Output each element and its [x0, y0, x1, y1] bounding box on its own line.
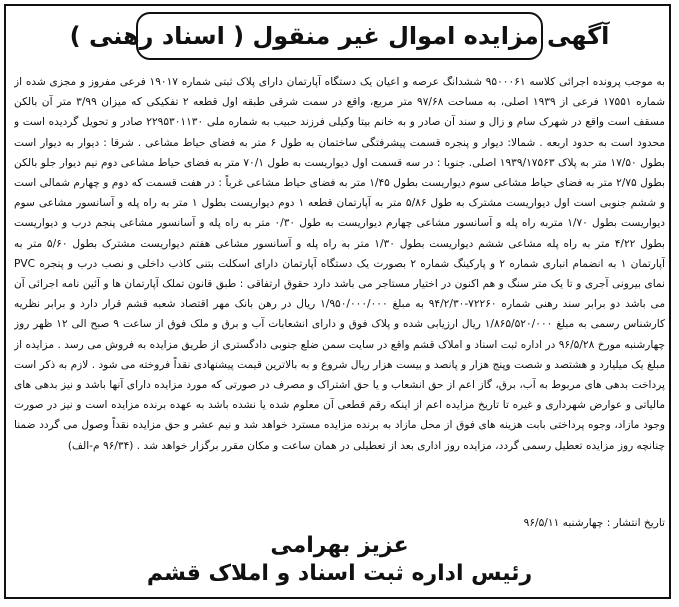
- notice-body: [14, 72, 665, 516]
- notice-title: آگهی مزایده اموال غیر منقول ( اسناد رهنی ): [69, 22, 610, 50]
- notice-body-paragraph: به موجب پرونده اجرائی کلاسه ۹۵۰۰۰۶۱ ششدانگ عرصه و اعیان یک دستگاه آپارتمان دارای پلاک ثبتی شماره ۱۹۰۱۷ فرعی مفروز و مجزی شده از شماره ۱۷۵۵۱ فرعی از ۱۹۳۹ اصلی، به مساحت ۹۷/۶۸ متر مربع، واقع در سمت شرقی طبقه اول قطعه ۲ تفکیکی که میزان ۳/۹۹ متر آن بالکن مسقف است واقع در شهرک سام و زال و سند آن صادر و به خانم بیتا وکیلی فرزند حبیب به شماره ملی ۲۲۹۵۳۰۱۱۳۰ صادر و تحویل گردیده است و محدود است به حدود اربعه . شمالا: دیوار و پنجره قسمت پیشرفتگی ساختمان به طول ۶ متر به فضای حیاط مشاعی . شرقا : دیوار به دیوار است بطول ۱۷/۵۰ متر به پلاک ۱۹۳۹/۱۷۵۶۳ اصلی. جنوبا : در سه قسمت اول دیواریست به طول ۷۰/۱ متر به فضای حیاط مشاعی دوم نیم دیوار جلو بالکن بطول ۲/۷۵ متر به فضای حیاط مشاعی سوم دیواریست بطول ۱/۴۵ متر به فضای حیاط مشاعی غرباً : در هفت قسمت که دوم و چهارم شمالی است و ششم جنوبی است اول دیواریست مشترک به طول ۵/۸۶ متر به آپارتمان قطعه ۱ دوم دیواریست بطول ۱ متر به راه پله و آسانسور مشاعی سوم دیواریست بطول ۱/۷۰ متربه راه پله و آسانسور مشاعی چهارم دیواریست به طول ۰/۳۰ متر به راه پله و آسانسور مشاعی پنجم درب و دیواریست بطول ۴/۲۲ متر به راه پله مشاعی ششم دیواریست بطول ۱/۳۰ متر به راه پله و آسانسور مشاعی هفتم دیواریست مشترک بطول ۵/۶۰ متر به آپارتمان ۱ به انضمام انباری شماره ۲ و پارکینگ شماره ۲ بصورت یک دستگاه آپارتمان دارای اسکلت بتنی کاذب داخلی و نصب درب و پنجره PVC نمای بیرونی آجری و تا یک متر سنگ و هم اکنون در اختیار مستاجر می باشد دارد حقوق ارتفاقی : طبق قانون تملک آپارتمان ها و آئین نامه اجرائی آن می باشد دو برابر سند رهنی شماره ۷۲۲۶۰-۹۴/۲/۳۰ به مبلغ ۱/۹۵۰/۰۰۰/۰۰۰ ریال در رهن بانک مهر اقتصاد شعبه قشم قرار دارد و برابر نظریه کارشناس رسمی به مبلغ ۱/۸۶۵/۵۲۰/۰۰۰ ریال ارزیابی شده و پلاک فوق و دارای انشعابات آب و برق و ملک فوق از ساعت ۹ صبح الی ۱۲ ظهر روز چهارشنبه مورخ ۹۶/۵/۲۸ در اداره ثبت اسناد و املاک قشم واقع در سایت سمن ضلع جنوبی دادگستری از طریق مزایده به فروش می رسد . مزایده از مبلغ یک میلیارد و هشتصد و شصت وپنج هزار و پانصد و بیست هزار ریال شروع و به بالاترین قیمت پیشنهادی نقداً فروخته می شود . لازم به ذکر است پرداخت بدهی های مربوط به آب، برق، گاز اعم از حق انشعاب و یا حق اشتراک و مصرف در صورتی که مورد مزایده دارای آنها باشد و نیز بدهی های مالیاتی و عوارض شهرداری و غیره تا تاریخ مزایده اعم از اینکه رقم قطعی آن معلوم شده یا نشده باشد به عهده برنده مزایده است و نیز در صورت وجود مازاد، وجوه پرداختی بابت هزینه های فوق از محل مازاد به برنده مزایده مسترد خواهد شد و نیم عشر و حق مزایده نقداً وصول می گردد ضمنا چنانچه روز مزایده تعطیل رسمی گردد، مزایده روز اداری بعد از تعطیلی در همان ساعت و مکان مقرر برگزار خواهد شد . (۹۶/۳۴ م-الف): [14, 76, 665, 452]
- publication-date: تاریخ انتشار : چهارشنبه ۹۶/۵/۱۱: [523, 517, 665, 529]
- signatory-name: عزیز بهرامی: [270, 533, 409, 558]
- signatory-title: رئیس اداره ثبت اسناد و املاک قشم: [146, 561, 533, 586]
- notice-title-box: [69, 12, 610, 60]
